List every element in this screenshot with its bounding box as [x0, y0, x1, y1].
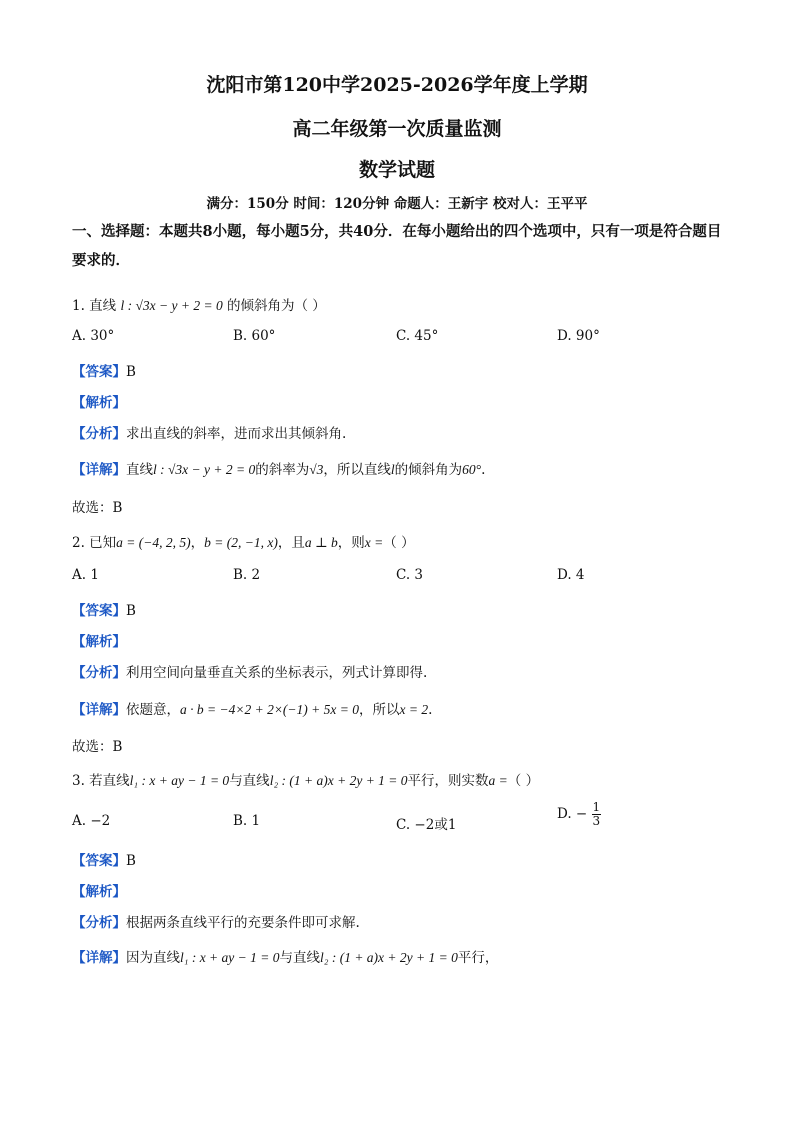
q2-answer-value: B: [126, 603, 136, 619]
q2-option-c: C. 3: [396, 567, 424, 583]
q2-fenxi: [72, 661, 427, 681]
fenxi-tag: 【分析】: [72, 915, 126, 931]
q2-sep: ，: [190, 535, 205, 551]
q3-suffix: （ ）: [507, 773, 540, 789]
q1-detail-slope: √3: [309, 462, 324, 477]
detail-tag: 【详解】: [72, 462, 126, 478]
answer-tag: 【答案】: [72, 364, 126, 380]
fraction-numerator: 1: [592, 800, 601, 814]
exam-meta: 满分：150分 时间：120分钟 命题人：王新宇 校对人：王平平: [206, 196, 588, 212]
q3-analysis: [72, 880, 126, 900]
q2-answer: [72, 599, 136, 619]
q2-ask-pre: ，则: [337, 535, 365, 551]
q2-prefix: 2. 已知: [72, 535, 117, 551]
q1-detail-l: l: [390, 462, 395, 477]
grade-title: 高二年级第一次质量监测: [292, 118, 502, 140]
q2-ask: x =: [364, 535, 384, 550]
q3-ask: a =: [488, 773, 508, 788]
q1-detail: [72, 458, 485, 478]
q2-analysis: [72, 630, 126, 650]
fraction-denominator: 3: [592, 814, 601, 828]
q2-conclusion: [72, 735, 122, 755]
q2-choice: B: [112, 739, 123, 755]
q1-detail-end: 的倾斜角为: [394, 462, 463, 478]
q3-fenxi-text: 根据两条直线平行的充要条件即可求解.: [126, 915, 360, 931]
answer-tag: 【答案】: [72, 853, 126, 869]
section-heading: 一、选择题：本题共8小题，每小题5分，共40分．在每小题给出的四个选项中，只有一项是符合题目要求的．: [72, 223, 722, 269]
q1-answer-value: B: [126, 364, 136, 380]
q3-detail: [72, 946, 498, 966]
fenxi-tag: 【分析】: [72, 665, 126, 681]
q1-detail-mid: 的斜率为: [255, 462, 310, 478]
school-title: 沈阳市第120中学2025-2026学年度上学期: [206, 74, 588, 96]
q1-expr: l : √3x − y + 2 = 0: [120, 298, 223, 313]
q2-b-def: b = (2, −1, x): [204, 535, 278, 550]
q3-detail-mid: 与直线: [279, 950, 321, 966]
q1-detail-expr: l : √3x − y + 2 = 0: [153, 462, 256, 477]
q3-suffix-pre: 平行，则实数: [407, 773, 489, 789]
q2-detail-res: x = 2: [399, 702, 429, 717]
detail-tag: 【详解】: [72, 950, 126, 966]
q3-option-c: C. −2或1: [396, 817, 457, 833]
question-3: [72, 769, 539, 789]
q1-analysis: [72, 391, 126, 411]
q1-suffix: 的倾斜角为（ ）: [227, 298, 326, 314]
q1-conclusion: [72, 496, 122, 516]
q3-detail-end: 平行，: [457, 950, 499, 966]
q3-prefix: 3. 若直线: [72, 773, 130, 789]
q1-detail-angle: 60°: [462, 462, 482, 477]
subject-title: 数学试题: [358, 159, 435, 181]
q3-option-d-fraction: [592, 801, 602, 828]
q3-l2: l₂ : (1 + a)x + 2y + 1 = 0: [269, 773, 408, 788]
q2-fenxi-text: 利用空间向量垂直关系的坐标表示，列式计算即得.: [126, 665, 428, 681]
analysis-tag: 【解析】: [72, 884, 126, 900]
q1-answer: [72, 360, 136, 380]
q2-detail-expr: a · b = −4×2 + 2×(−1) + 5x = 0: [180, 702, 359, 717]
q1-option-a: A. 30°: [72, 328, 115, 344]
q2-suffix: （ ）: [383, 535, 415, 551]
question-2: [72, 531, 415, 551]
q2-detail-mid: ，所以: [359, 702, 400, 718]
conclusion-label: 故选：: [72, 500, 113, 516]
q1-option-c: C. 45°: [396, 328, 439, 344]
q3-mid: 与直线: [229, 773, 270, 789]
q2-cond: a ⊥ b: [304, 535, 338, 550]
analysis-tag: 【解析】: [72, 395, 126, 411]
q3-detail-pre: 因为直线: [126, 950, 180, 966]
q1-detail-pre: 直线: [126, 462, 153, 478]
q2-option-b: B. 2: [233, 567, 261, 583]
q3-option-b: B. 1: [233, 813, 261, 829]
q1-option-d: D. 90°: [557, 328, 600, 344]
q3-option-d-label: D. −: [557, 806, 588, 822]
fenxi-tag: 【分析】: [72, 426, 126, 442]
q2-option-a: A. 1: [72, 567, 99, 583]
q1-fenxi-text: 求出直线的斜率，进而求出其倾斜角.: [126, 426, 347, 442]
q2-a-def: a = (−4, 2, 5): [116, 535, 191, 550]
q3-detail-l1: l₁ : x + ay − 1 = 0: [180, 950, 280, 965]
q3-option-a: A. −2: [72, 813, 111, 829]
q3-option-d: [557, 801, 601, 828]
q1-choice: B: [112, 500, 123, 516]
q2-detail: [72, 698, 432, 718]
q1-option-b: B. 60°: [233, 328, 276, 344]
q2-option-d: D. 4: [557, 567, 585, 583]
detail-tag: 【详解】: [72, 702, 126, 718]
q1-detail-mid2: ，所以直线: [323, 462, 391, 478]
q1-fenxi: [72, 422, 346, 442]
analysis-tag: 【解析】: [72, 634, 126, 650]
q3-fenxi: [72, 911, 360, 931]
q1-detail-dot: .: [481, 462, 486, 478]
q3-answer-value: B: [126, 853, 136, 869]
question-1: [72, 294, 326, 314]
answer-tag: 【答案】: [72, 603, 126, 619]
q1-prefix: 1. 直线: [72, 298, 117, 314]
q3-detail-l2: l₂ : (1 + a)x + 2y + 1 = 0: [320, 950, 458, 965]
q3-l1: l₁ : x + ay − 1 = 0: [129, 773, 230, 788]
q2-cond-pre: ，且: [277, 535, 305, 551]
q3-answer: [72, 849, 136, 869]
q2-detail-pre: 依题意，: [126, 702, 180, 718]
q2-detail-dot: .: [428, 702, 433, 718]
conclusion-label: 故选：: [72, 739, 113, 755]
